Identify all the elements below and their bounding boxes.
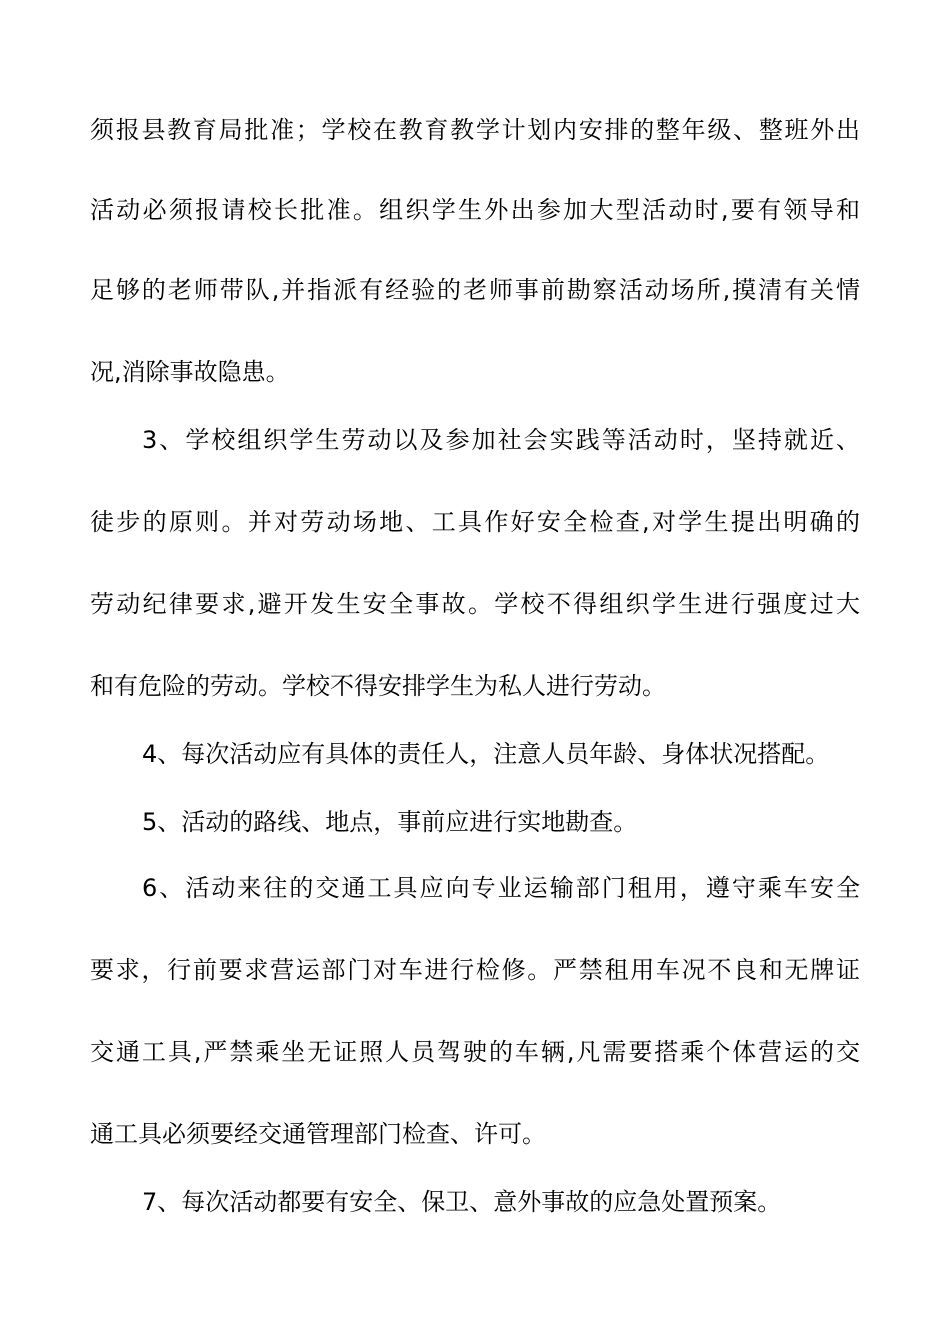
text-line-1: 须报县教育局批准；学校在教育教学计划内安排的整年级、整班外出 [90, 116, 860, 144]
paragraph-6-line-4: 通工具必须要经交通管理部门检查、许可。 [90, 1120, 546, 1148]
paragraph-3-line-1: 3、学校组织学生劳动以及参加社会实践等活动时，坚持就近、 [142, 426, 860, 454]
text-line-3: 足够的老师带队,并指派有经验的老师事前勘察活动场所,摸清有关情 [90, 276, 860, 304]
paragraph-6-line-1: 6、活动来往的交通工具应向专业运输部门租用，遵守乘车安全 [142, 874, 860, 902]
paragraph-5: 5、活动的路线、地点，事前应进行实地勘查。 [142, 808, 638, 836]
paragraph-3-line-4: 和有危险的劳动。学校不得安排学生为私人进行劳动。 [90, 672, 666, 700]
text-line-2: 活动必须报请校长批准。组织学生外出参加大型活动时,要有领导和 [90, 196, 860, 224]
paragraph-6-line-3: 交通工具,严禁乘坐无证照人员驾驶的车辆,凡需要搭乘个体营运的交 [90, 1038, 860, 1066]
paragraph-6-line-2: 要求，行前要求营运部门对车进行检修。严禁租用车况不良和无牌证 [90, 956, 860, 984]
paragraph-3-line-3: 劳动纪律要求,避开发生安全事故。学校不得组织学生进行强度过大 [90, 590, 860, 618]
text-line-4: 况,消除事故隐患。 [90, 358, 290, 386]
paragraph-7: 7、每次活动都要有安全、保卫、意外事故的应急处置预案。 [142, 1188, 782, 1216]
paragraph-4: 4、每次活动应有具体的责任人，注意人员年龄、身体状况搭配。 [142, 740, 830, 768]
paragraph-3-line-2: 徒步的原则。并对劳动场地、工具作好安全检查,对学生提出明确的 [90, 508, 860, 536]
